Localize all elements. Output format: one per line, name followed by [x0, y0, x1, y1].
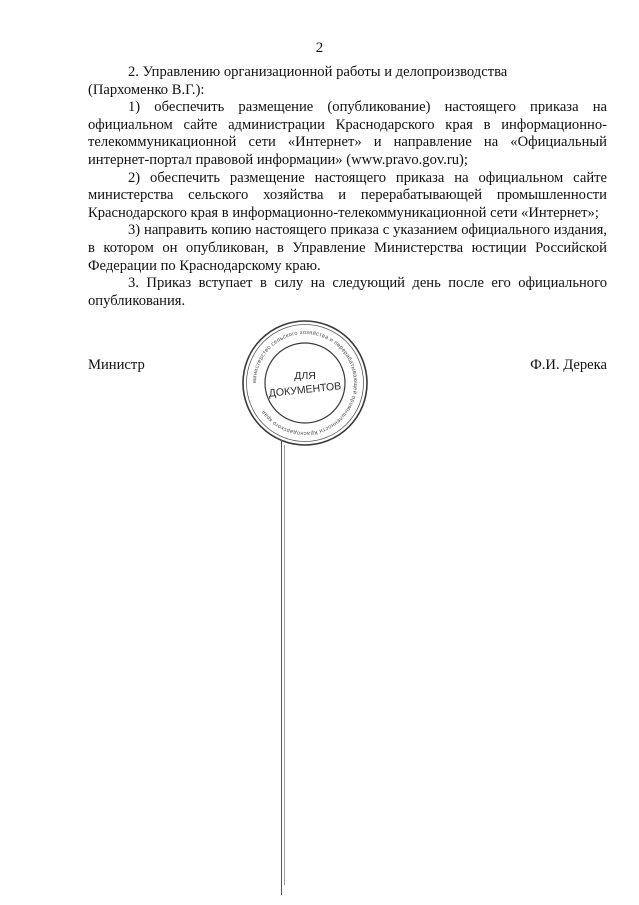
- document-body: [88, 64, 607, 310]
- official-seal-stamp: [240, 318, 370, 448]
- stamp-center-line-2: ДОКУМЕНТОВ: [268, 380, 342, 400]
- paragraph-subitem-3: 3) направить копию настоящего приказа с указанием официального издания, в котором он опубликован, в Управление Министерства юстиции Российской Федерации по Краснодарскому краю.: [88, 222, 607, 274]
- paragraph-2-line-2: (Пархоменко В.Г.):: [88, 81, 205, 98]
- svg-text:министерство сельского хозяйст: [252, 330, 358, 436]
- scan-vertical-line: [281, 440, 282, 895]
- page-number: 2: [315, 40, 324, 56]
- paragraph-subitem-1: 1) обеспечить размещение (опубликование) настоящего приказа на официальном сайте администрации Краснодарского края в информационно-телекоммуникационной сети «Интернет» и направление на «Официальный интернет-портал правовой информации» (www.pravo.gov.ru);: [88, 99, 607, 168]
- signatory-name: Ф.И. Дерека: [530, 357, 607, 373]
- stamp-center-line-1: ДЛЯ: [294, 370, 316, 382]
- signatory-title: Министр: [88, 357, 145, 373]
- stamp-ring-text: министерство сельского хозяйства и перерабатывающей промышленности Краснодарского края: [251, 329, 359, 437]
- paragraph-subitem-2: 2) обеспечить размещение настоящего приказа на официальном сайте министерства сельского хозяйства и перерабатывающей промышленности Краснодарского края в информационно-телекоммуникационной сети «Интернет»;: [88, 169, 607, 221]
- paragraph-3: 3. Приказ вступает в силу на следующий день после его официального опубликования.: [88, 275, 607, 309]
- scan-vertical-line-secondary: [284, 445, 285, 885]
- paragraph-2-line-1: 2. Управлению организационной работы и делопроизводства: [128, 64, 508, 80]
